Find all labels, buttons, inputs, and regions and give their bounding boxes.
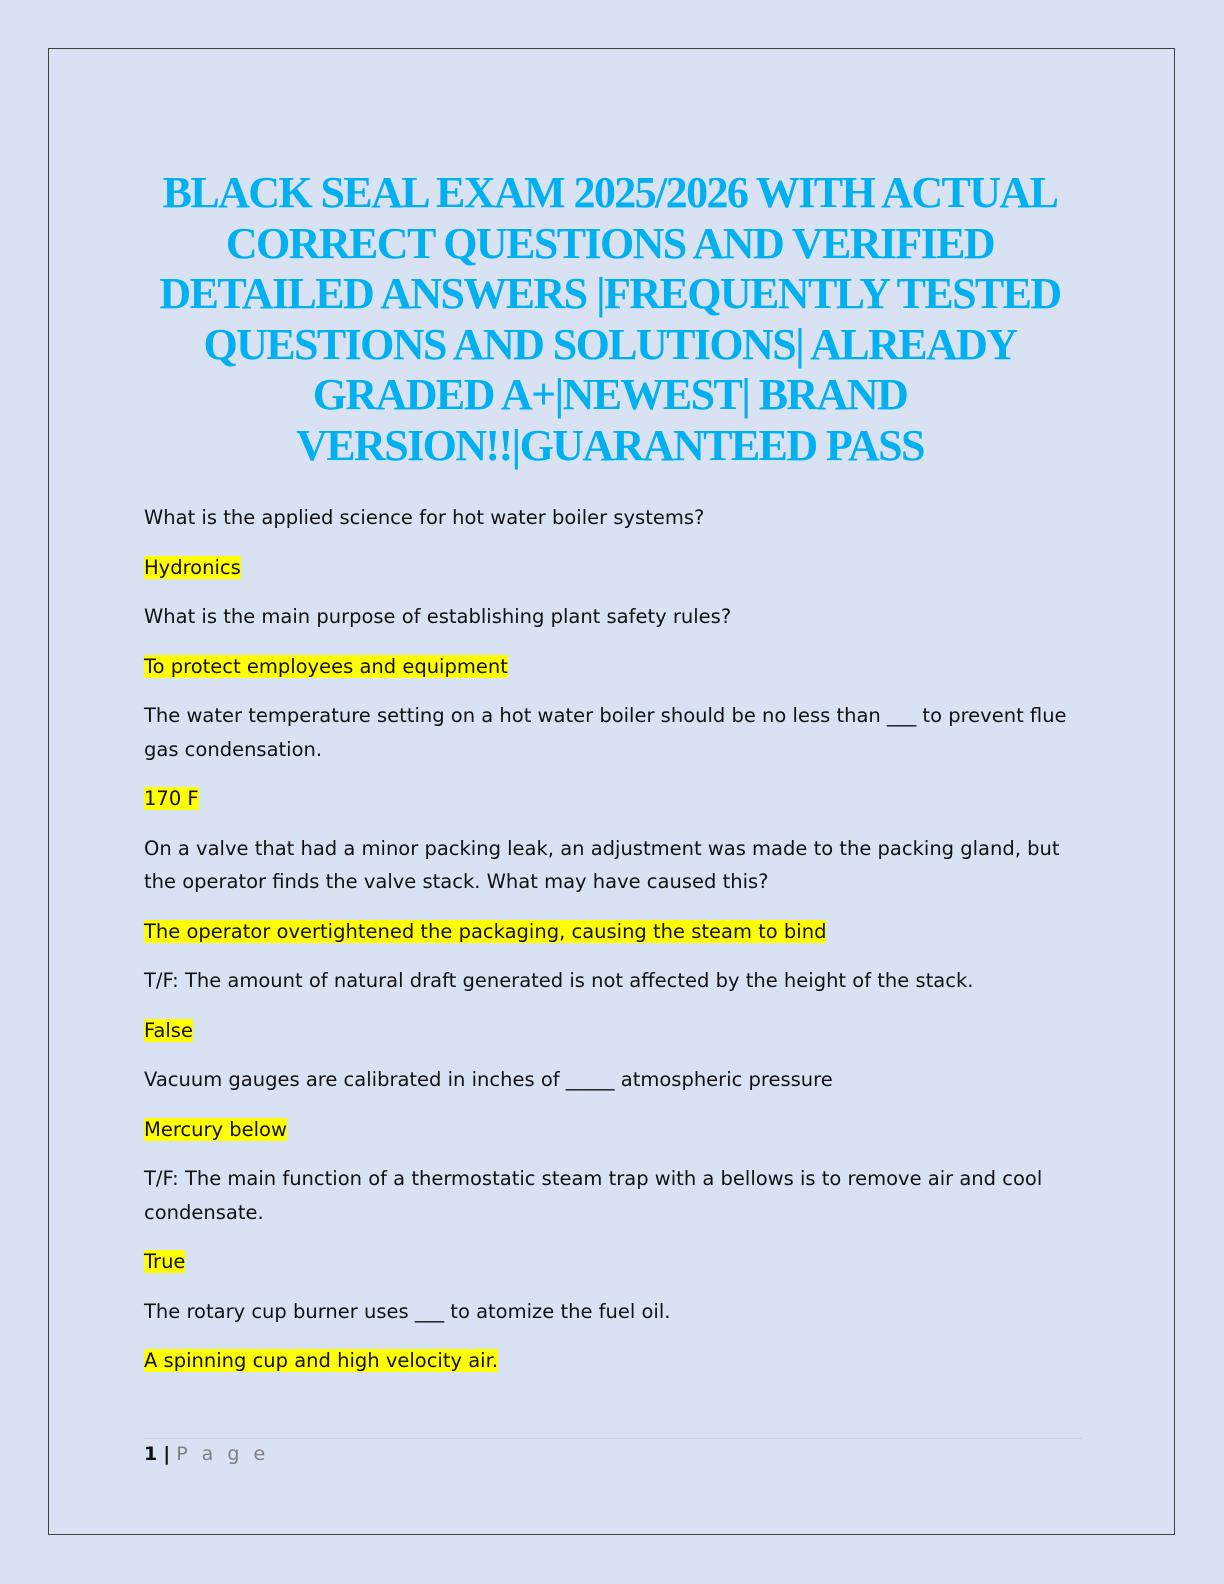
- qa-item: [144, 600, 1084, 683]
- answer-highlight: [144, 1344, 1084, 1378]
- question-text: On a valve that had a minor packing leak, an adjustment was made to the packing gland, but the operator finds the valve stack. What may have caused this?: [144, 836, 1060, 893]
- question-text: T/F: The main function of a thermostatic steam trap with a bellows is to remove air and cool condensate.: [144, 1167, 1043, 1224]
- answer-text: Hydronics: [144, 555, 241, 579]
- answer-highlight: [144, 782, 1084, 816]
- answer-text: Mercury below: [144, 1117, 287, 1141]
- answer-text: The operator overtightened the packaging, causing the steam to bind: [144, 919, 827, 943]
- question-text: The water temperature setting on a hot water boiler should be no less than ___ to prevent flue gas condensation.: [144, 704, 1067, 761]
- answer-text: False: [144, 1018, 193, 1042]
- page-label: P a g e: [176, 1443, 270, 1465]
- qa-item: [144, 1063, 1084, 1146]
- answer-text: 170 F: [144, 787, 199, 810]
- question-text: Vacuum gauges are calibrated in inches of _____ atmospheric pressure: [144, 1068, 833, 1091]
- qa-item: [144, 964, 1084, 1047]
- answer-text: A spinning cup and high velocity air.: [144, 1349, 499, 1372]
- answer-highlight: [144, 1113, 1084, 1147]
- question-text: T/F: The amount of natural draft generated is not affected by the height of the stack.: [144, 969, 974, 992]
- qa-item: [144, 1295, 1084, 1378]
- answer-highlight: [144, 551, 1084, 585]
- qa-item: [144, 1162, 1084, 1279]
- answer-text: To protect employees and equipment: [144, 654, 508, 678]
- answer-text: True: [144, 1250, 186, 1273]
- footer-separator: |: [163, 1443, 171, 1465]
- question-text: The rotary cup burner uses ___ to atomize the fuel oil.: [144, 1299, 671, 1323]
- document-title: BLACK SEAL EXAM 2025/2026 WITH ACTUAL CORRECT QUESTIONS AND VERIFIED DETAILED ANSWERS |FREQUENTLY TESTED QUESTIONS AND SOLUTIONS| ALREADY GRADED A+|NEWEST| BRAND VERSION!!|GUARANTEED PASS: [159, 168, 1061, 470]
- answer-highlight: [144, 1245, 1084, 1279]
- answer-highlight: [144, 1014, 1084, 1048]
- qa-item: [144, 832, 1084, 949]
- page-footer: [144, 1440, 269, 1468]
- question-text: What is the applied science for hot water boiler systems?: [144, 506, 705, 529]
- answer-highlight: [144, 915, 1084, 949]
- footer-divider: [144, 1438, 1082, 1439]
- question-text: What is the main purpose of establishing plant safety rules?: [144, 605, 732, 628]
- qa-item: [144, 501, 1084, 584]
- qa-item: [144, 699, 1084, 816]
- qa-list: [144, 501, 1084, 1394]
- page-number: 1: [144, 1443, 158, 1465]
- answer-highlight: [144, 650, 1084, 684]
